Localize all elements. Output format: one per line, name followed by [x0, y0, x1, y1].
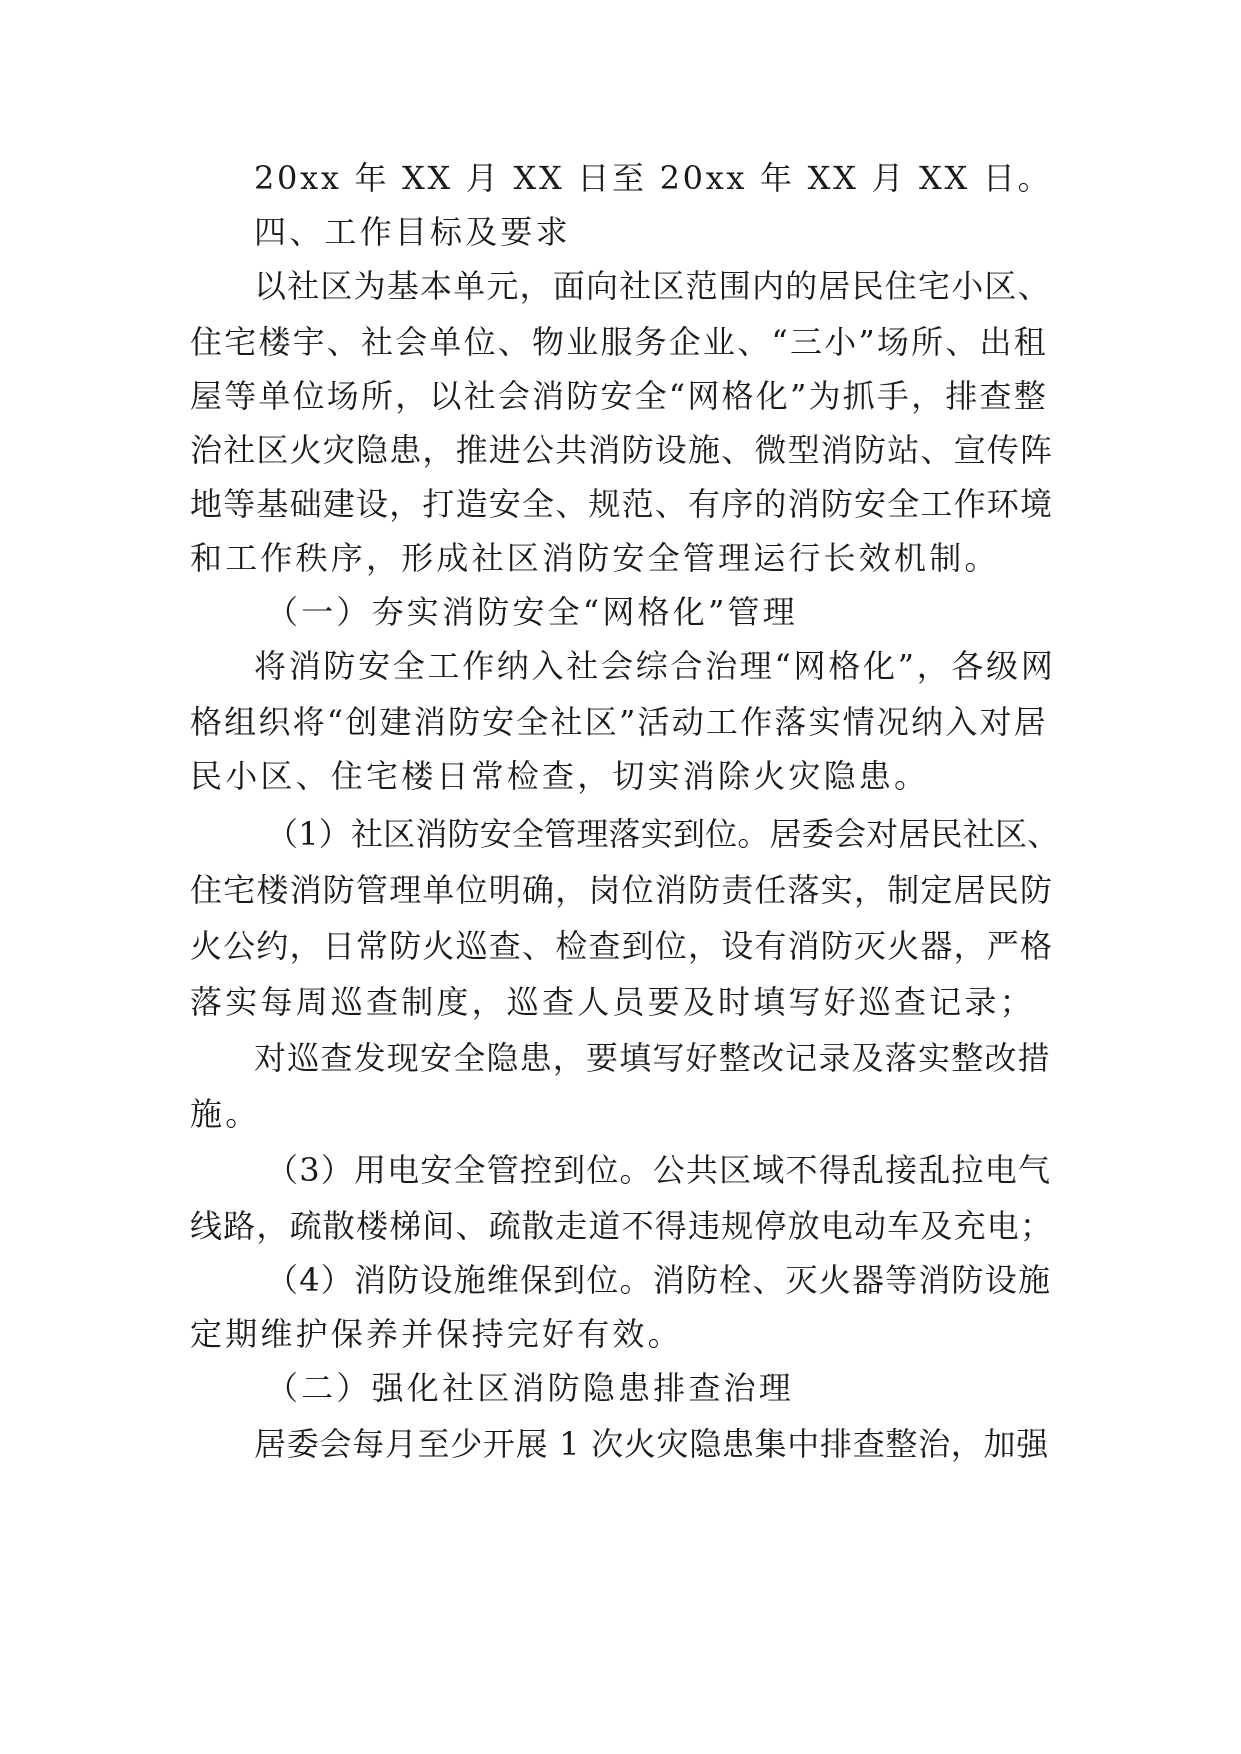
- section-heading-4: 四、工作目标及要求: [254, 213, 571, 251]
- item-heading-4: （4）消防设施维保到位。消防栓、灭火器等消防设施: [266, 1261, 1052, 1299]
- paragraph-line: 屋等单位场所，以社会消防安全“网格化”为抓手，排查整: [190, 377, 1048, 415]
- paragraph-line: 施。: [190, 1095, 261, 1133]
- paragraph-line: 格组织将“创建消防安全社区”活动工作落实情况纳入对居: [190, 703, 1048, 741]
- paragraph-line: 民小区、住宅楼日常检查，切实消除火灾隐患。: [190, 757, 930, 795]
- date-range-line: 20xx 年 XX 月 XX 日至 20xx 年 XX 月 XX 日。: [254, 159, 1053, 197]
- item-heading-3: （3）用电安全管控到位。公共区域不得乱接乱拉电气: [266, 1151, 1052, 1189]
- paragraph-line: 以社区为基本单元，面向社区范围内的居民住宅小区、: [254, 267, 1051, 305]
- paragraph-line: 居委会每月至少开展 1 次火灾隐患集中排查整治，加强: [254, 1425, 1049, 1463]
- paragraph-line: 火公约，日常防火巡查、检查到位，设有消防灭火器，严格: [190, 927, 1054, 965]
- paragraph-line: 地等基础建设，打造安全、规范、有序的消防安全工作环境: [190, 485, 1054, 523]
- paragraph-line: 对巡查发现安全隐患，要填写好整改记录及落实整改措: [254, 1039, 1051, 1077]
- paragraph-line: 治社区火灾隐患，推进公共消防设施、微型消防站、宣传阵: [190, 431, 1054, 469]
- paragraph-line: 住宅楼宇、社会单位、物业服务企业、“三小”场所、出租: [190, 323, 1048, 361]
- paragraph-line: 落实每周巡查制度，巡查人员要及时填写好巡查记录；: [190, 983, 1035, 1021]
- paragraph-line: 住宅楼消防管理单位明确，岗位消防责任落实，制定居民防: [190, 871, 1054, 909]
- paragraph-line: 将消防安全工作纳入社会综合治理“网格化”，各级网: [254, 647, 1056, 685]
- subsection-heading-2: （二）强化社区消防隐患排查治理: [266, 1369, 795, 1407]
- paragraph-line: 线路，疏散楼梯间、疏散走道不得违规停放电动车及充电；: [190, 1207, 1054, 1245]
- item-heading-1: （1）社区消防安全管理落实到位。居委会对居民社区、: [266, 815, 1060, 853]
- paragraph-line: 定期维护保养并保持完好有效。: [190, 1315, 683, 1353]
- subsection-heading-1: （一）夯实消防安全“网格化”管理: [266, 593, 798, 631]
- paragraph-line: 和工作秩序，形成社区消防安全管理运行长效机制。: [190, 539, 1000, 577]
